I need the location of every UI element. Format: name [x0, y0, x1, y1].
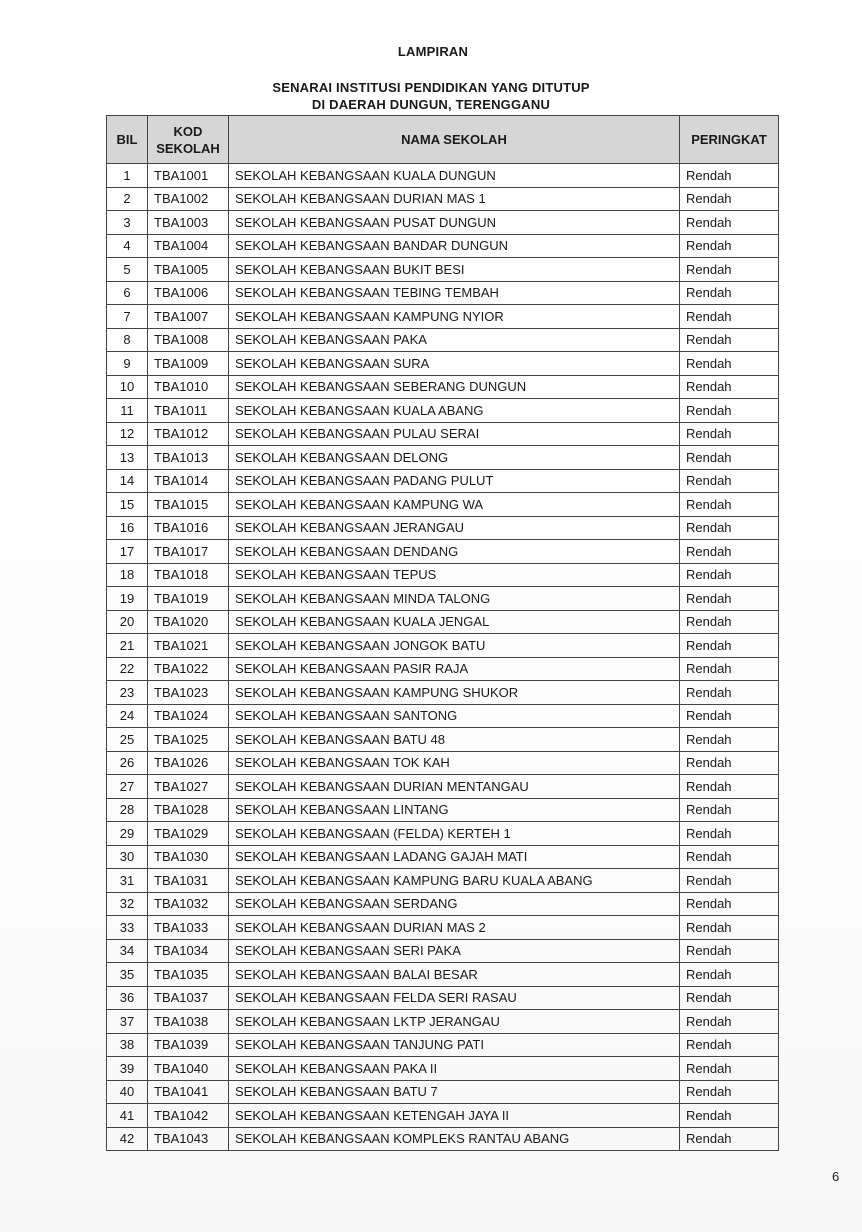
cell-peringkat: Rendah	[680, 469, 779, 493]
table-row	[107, 751, 779, 775]
cell-nama-sekolah: SEKOLAH KEBANGSAAN KAMPUNG NYIOR	[229, 305, 680, 329]
cell-nama-sekolah: SEKOLAH KEBANGSAAN SEBERANG DUNGUN	[229, 375, 680, 399]
cell-peringkat: Rendah	[680, 869, 779, 893]
cell-peringkat: Rendah	[680, 657, 779, 681]
cell-peringkat: Rendah	[680, 986, 779, 1010]
cell-peringkat: Rendah	[680, 328, 779, 352]
cell-nama-sekolah: SEKOLAH KEBANGSAAN DELONG	[229, 446, 680, 470]
table-row	[107, 1104, 779, 1128]
cell-kod-sekolah: TBA1025	[148, 728, 229, 752]
cell-bil: 24	[107, 704, 148, 728]
cell-peringkat: Rendah	[680, 822, 779, 846]
table-row	[107, 587, 779, 611]
cell-kod-sekolah: TBA1005	[148, 258, 229, 282]
cell-bil: 6	[107, 281, 148, 305]
cell-kod-sekolah: TBA1043	[148, 1127, 229, 1151]
cell-kod-sekolah: TBA1024	[148, 704, 229, 728]
cell-bil: 42	[107, 1127, 148, 1151]
cell-peringkat: Rendah	[680, 634, 779, 658]
cell-kod-sekolah: TBA1006	[148, 281, 229, 305]
cell-kod-sekolah: TBA1011	[148, 399, 229, 423]
cell-kod-sekolah: TBA1040	[148, 1057, 229, 1081]
cell-bil: 30	[107, 845, 148, 869]
cell-peringkat: Rendah	[680, 1127, 779, 1151]
table-row	[107, 822, 779, 846]
table-row	[107, 986, 779, 1010]
document-title-line-1: SENARAI INSTITUSI PENDIDIKAN YANG DITUTUP	[272, 80, 590, 95]
cell-kod-sekolah: TBA1008	[148, 328, 229, 352]
cell-peringkat: Rendah	[680, 704, 779, 728]
table-row	[107, 446, 779, 470]
cell-kod-sekolah: TBA1020	[148, 610, 229, 634]
cell-peringkat: Rendah	[680, 798, 779, 822]
cell-peringkat: Rendah	[680, 422, 779, 446]
table-header	[107, 116, 779, 164]
cell-kod-sekolah: TBA1012	[148, 422, 229, 446]
cell-bil: 14	[107, 469, 148, 493]
cell-nama-sekolah: SEKOLAH KEBANGSAAN TEBING TEMBAH	[229, 281, 680, 305]
table-row	[107, 328, 779, 352]
cell-bil: 11	[107, 399, 148, 423]
cell-nama-sekolah: SEKOLAH KEBANGSAAN TEPUS	[229, 563, 680, 587]
cell-nama-sekolah: SEKOLAH KEBANGSAAN BANDAR DUNGUN	[229, 234, 680, 258]
header-kod-line-1: KOD	[173, 123, 203, 139]
cell-kod-sekolah: TBA1002	[148, 187, 229, 211]
cell-bil: 36	[107, 986, 148, 1010]
cell-nama-sekolah: SEKOLAH KEBANGSAAN SERDANG	[229, 892, 680, 916]
cell-nama-sekolah: SEKOLAH KEBANGSAAN JERANGAU	[229, 516, 680, 540]
cell-peringkat: Rendah	[680, 164, 779, 188]
table-row	[107, 187, 779, 211]
cell-bil: 9	[107, 352, 148, 376]
cell-nama-sekolah: SEKOLAH KEBANGSAAN FELDA SERI RASAU	[229, 986, 680, 1010]
table-row	[107, 681, 779, 705]
cell-nama-sekolah: SEKOLAH KEBANGSAAN KUALA JENGAL	[229, 610, 680, 634]
cell-kod-sekolah: TBA1004	[148, 234, 229, 258]
cell-nama-sekolah: SEKOLAH KEBANGSAAN BATU 48	[229, 728, 680, 752]
cell-bil: 25	[107, 728, 148, 752]
cell-nama-sekolah: SEKOLAH KEBANGSAAN SANTONG	[229, 704, 680, 728]
cell-nama-sekolah: SEKOLAH KEBANGSAAN MINDA TALONG	[229, 587, 680, 611]
cell-nama-sekolah: SEKOLAH KEBANGSAAN LKTP JERANGAU	[229, 1010, 680, 1034]
cell-kod-sekolah: TBA1016	[148, 516, 229, 540]
table-row	[107, 1127, 779, 1151]
table-row	[107, 1010, 779, 1034]
document-label: LAMPIRAN	[397, 44, 469, 59]
cell-nama-sekolah: SEKOLAH KEBANGSAAN SURA	[229, 352, 680, 376]
cell-kod-sekolah: TBA1041	[148, 1080, 229, 1104]
table-row	[107, 1080, 779, 1104]
cell-peringkat: Rendah	[680, 892, 779, 916]
cell-kod-sekolah: TBA1035	[148, 963, 229, 987]
table-row	[107, 305, 779, 329]
table-row	[107, 916, 779, 940]
cell-peringkat: Rendah	[680, 1080, 779, 1104]
cell-peringkat: Rendah	[680, 493, 779, 517]
table-row	[107, 422, 779, 446]
cell-peringkat: Rendah	[680, 563, 779, 587]
table-row	[107, 352, 779, 376]
cell-bil: 1	[107, 164, 148, 188]
table-row	[107, 704, 779, 728]
cell-peringkat: Rendah	[680, 751, 779, 775]
cell-nama-sekolah: SEKOLAH KEBANGSAAN DURIAN MENTANGAU	[229, 775, 680, 799]
cell-bil: 23	[107, 681, 148, 705]
table-row	[107, 657, 779, 681]
cell-nama-sekolah: SEKOLAH KEBANGSAAN KUALA DUNGUN	[229, 164, 680, 188]
cell-nama-sekolah: SEKOLAH KEBANGSAAN KAMPUNG WA	[229, 493, 680, 517]
header-bil: BIL	[107, 116, 148, 164]
document-title-line-2: DI DAERAH DUNGUN, TERENGGANU	[311, 97, 551, 112]
cell-bil: 16	[107, 516, 148, 540]
cell-kod-sekolah: TBA1027	[148, 775, 229, 799]
cell-bil: 40	[107, 1080, 148, 1104]
cell-bil: 4	[107, 234, 148, 258]
cell-peringkat: Rendah	[680, 352, 779, 376]
table-row	[107, 516, 779, 540]
cell-nama-sekolah: SEKOLAH KEBANGSAAN PUSAT DUNGUN	[229, 211, 680, 235]
cell-nama-sekolah: SEKOLAH KEBANGSAAN DENDANG	[229, 540, 680, 564]
cell-kod-sekolah: TBA1031	[148, 869, 229, 893]
cell-kod-sekolah: TBA1034	[148, 939, 229, 963]
cell-kod-sekolah: TBA1003	[148, 211, 229, 235]
header-nama-sekolah: NAMA SEKOLAH	[229, 116, 680, 164]
cell-bil: 32	[107, 892, 148, 916]
cell-nama-sekolah: SEKOLAH KEBANGSAAN BATU 7	[229, 1080, 680, 1104]
cell-nama-sekolah: SEKOLAH KEBANGSAAN (FELDA) KERTEH 1	[229, 822, 680, 846]
table-row	[107, 728, 779, 752]
cell-nama-sekolah: SEKOLAH KEBANGSAAN LINTANG	[229, 798, 680, 822]
cell-nama-sekolah: SEKOLAH KEBANGSAAN DURIAN MAS 2	[229, 916, 680, 940]
cell-kod-sekolah: TBA1001	[148, 164, 229, 188]
cell-peringkat: Rendah	[680, 845, 779, 869]
header-kod-sekolah	[148, 116, 229, 164]
cell-bil: 10	[107, 375, 148, 399]
cell-bil: 18	[107, 563, 148, 587]
cell-bil: 5	[107, 258, 148, 282]
cell-bil: 31	[107, 869, 148, 893]
cell-bil: 37	[107, 1010, 148, 1034]
cell-bil: 28	[107, 798, 148, 822]
cell-peringkat: Rendah	[680, 610, 779, 634]
cell-kod-sekolah: TBA1042	[148, 1104, 229, 1128]
cell-peringkat: Rendah	[680, 258, 779, 282]
table-row	[107, 469, 779, 493]
cell-peringkat: Rendah	[680, 446, 779, 470]
cell-peringkat: Rendah	[680, 728, 779, 752]
cell-nama-sekolah: SEKOLAH KEBANGSAAN BALAI BESAR	[229, 963, 680, 987]
cell-peringkat: Rendah	[680, 1033, 779, 1057]
cell-peringkat: Rendah	[680, 540, 779, 564]
cell-nama-sekolah: SEKOLAH KEBANGSAAN TANJUNG PATI	[229, 1033, 680, 1057]
cell-nama-sekolah: SEKOLAH KEBANGSAAN LADANG GAJAH MATI	[229, 845, 680, 869]
header-row	[107, 116, 779, 164]
cell-bil: 12	[107, 422, 148, 446]
cell-kod-sekolah: TBA1018	[148, 563, 229, 587]
cell-nama-sekolah: SEKOLAH KEBANGSAAN KOMPLEKS RANTAU ABANG	[229, 1127, 680, 1151]
header-kod-line-2: SEKOLAH	[156, 140, 220, 156]
cell-bil: 38	[107, 1033, 148, 1057]
cell-peringkat: Rendah	[680, 234, 779, 258]
cell-bil: 27	[107, 775, 148, 799]
cell-kod-sekolah: TBA1015	[148, 493, 229, 517]
cell-kod-sekolah: TBA1007	[148, 305, 229, 329]
cell-bil: 8	[107, 328, 148, 352]
cell-bil: 2	[107, 187, 148, 211]
cell-bil: 39	[107, 1057, 148, 1081]
cell-bil: 19	[107, 587, 148, 611]
cell-bil: 26	[107, 751, 148, 775]
table-row	[107, 375, 779, 399]
cell-kod-sekolah: TBA1039	[148, 1033, 229, 1057]
table-row	[107, 164, 779, 188]
cell-nama-sekolah: SEKOLAH KEBANGSAAN KUALA ABANG	[229, 399, 680, 423]
cell-kod-sekolah: TBA1013	[148, 446, 229, 470]
cell-nama-sekolah: SEKOLAH KEBANGSAAN KETENGAH JAYA II	[229, 1104, 680, 1128]
cell-kod-sekolah: TBA1030	[148, 845, 229, 869]
cell-peringkat: Rendah	[680, 375, 779, 399]
table-row	[107, 1033, 779, 1057]
cell-peringkat: Rendah	[680, 916, 779, 940]
cell-nama-sekolah: SEKOLAH KEBANGSAAN DURIAN MAS 1	[229, 187, 680, 211]
cell-nama-sekolah: SEKOLAH KEBANGSAAN KAMPUNG BARU KUALA ABANG	[229, 869, 680, 893]
cell-peringkat: Rendah	[680, 211, 779, 235]
cell-bil: 41	[107, 1104, 148, 1128]
cell-nama-sekolah: SEKOLAH KEBANGSAAN PAKA II	[229, 1057, 680, 1081]
table-row	[107, 563, 779, 587]
cell-kod-sekolah: TBA1033	[148, 916, 229, 940]
cell-nama-sekolah: SEKOLAH KEBANGSAAN BUKIT BESI	[229, 258, 680, 282]
cell-bil: 22	[107, 657, 148, 681]
cell-kod-sekolah: TBA1038	[148, 1010, 229, 1034]
cell-kod-sekolah: TBA1022	[148, 657, 229, 681]
cell-kod-sekolah: TBA1009	[148, 352, 229, 376]
table-row	[107, 281, 779, 305]
page-number: 6	[832, 1169, 840, 1184]
cell-nama-sekolah: SEKOLAH KEBANGSAAN TOK KAH	[229, 751, 680, 775]
table-row	[107, 211, 779, 235]
header-peringkat: PERINGKAT	[680, 116, 779, 164]
cell-peringkat: Rendah	[680, 281, 779, 305]
cell-bil: 3	[107, 211, 148, 235]
cell-kod-sekolah: TBA1014	[148, 469, 229, 493]
table-body	[107, 164, 779, 1151]
table-row	[107, 963, 779, 987]
table-row	[107, 493, 779, 517]
cell-peringkat: Rendah	[680, 681, 779, 705]
cell-bil: 20	[107, 610, 148, 634]
cell-peringkat: Rendah	[680, 587, 779, 611]
cell-peringkat: Rendah	[680, 399, 779, 423]
cell-kod-sekolah: TBA1010	[148, 375, 229, 399]
cell-kod-sekolah: TBA1021	[148, 634, 229, 658]
cell-bil: 7	[107, 305, 148, 329]
cell-peringkat: Rendah	[680, 516, 779, 540]
table-row	[107, 892, 779, 916]
table-row	[107, 258, 779, 282]
cell-kod-sekolah: TBA1029	[148, 822, 229, 846]
table-row	[107, 634, 779, 658]
cell-kod-sekolah: TBA1037	[148, 986, 229, 1010]
cell-bil: 34	[107, 939, 148, 963]
table-row	[107, 845, 779, 869]
cell-kod-sekolah: TBA1019	[148, 587, 229, 611]
cell-nama-sekolah: SEKOLAH KEBANGSAAN PULAU SERAI	[229, 422, 680, 446]
cell-peringkat: Rendah	[680, 963, 779, 987]
cell-nama-sekolah: SEKOLAH KEBANGSAAN JONGOK BATU	[229, 634, 680, 658]
cell-bil: 35	[107, 963, 148, 987]
cell-nama-sekolah: SEKOLAH KEBANGSAAN KAMPUNG SHUKOR	[229, 681, 680, 705]
table-row	[107, 1057, 779, 1081]
table-row	[107, 399, 779, 423]
cell-nama-sekolah: SEKOLAH KEBANGSAAN SERI PAKA	[229, 939, 680, 963]
cell-peringkat: Rendah	[680, 1010, 779, 1034]
school-list-table	[106, 115, 779, 1151]
cell-bil: 33	[107, 916, 148, 940]
table-row	[107, 610, 779, 634]
cell-bil: 29	[107, 822, 148, 846]
table-row	[107, 869, 779, 893]
cell-peringkat: Rendah	[680, 1104, 779, 1128]
cell-peringkat: Rendah	[680, 775, 779, 799]
cell-peringkat: Rendah	[680, 305, 779, 329]
cell-peringkat: Rendah	[680, 939, 779, 963]
table-row	[107, 234, 779, 258]
cell-bil: 13	[107, 446, 148, 470]
table-row	[107, 939, 779, 963]
cell-kod-sekolah: TBA1028	[148, 798, 229, 822]
cell-kod-sekolah: TBA1032	[148, 892, 229, 916]
cell-bil: 17	[107, 540, 148, 564]
cell-kod-sekolah: TBA1026	[148, 751, 229, 775]
cell-bil: 15	[107, 493, 148, 517]
cell-nama-sekolah: SEKOLAH KEBANGSAAN PASIR RAJA	[229, 657, 680, 681]
cell-peringkat: Rendah	[680, 1057, 779, 1081]
cell-nama-sekolah: SEKOLAH KEBANGSAAN PADANG PULUT	[229, 469, 680, 493]
cell-nama-sekolah: SEKOLAH KEBANGSAAN PAKA	[229, 328, 680, 352]
table-row	[107, 540, 779, 564]
table-row	[107, 798, 779, 822]
table-row	[107, 775, 779, 799]
cell-kod-sekolah: TBA1017	[148, 540, 229, 564]
cell-kod-sekolah: TBA1023	[148, 681, 229, 705]
cell-peringkat: Rendah	[680, 187, 779, 211]
cell-bil: 21	[107, 634, 148, 658]
